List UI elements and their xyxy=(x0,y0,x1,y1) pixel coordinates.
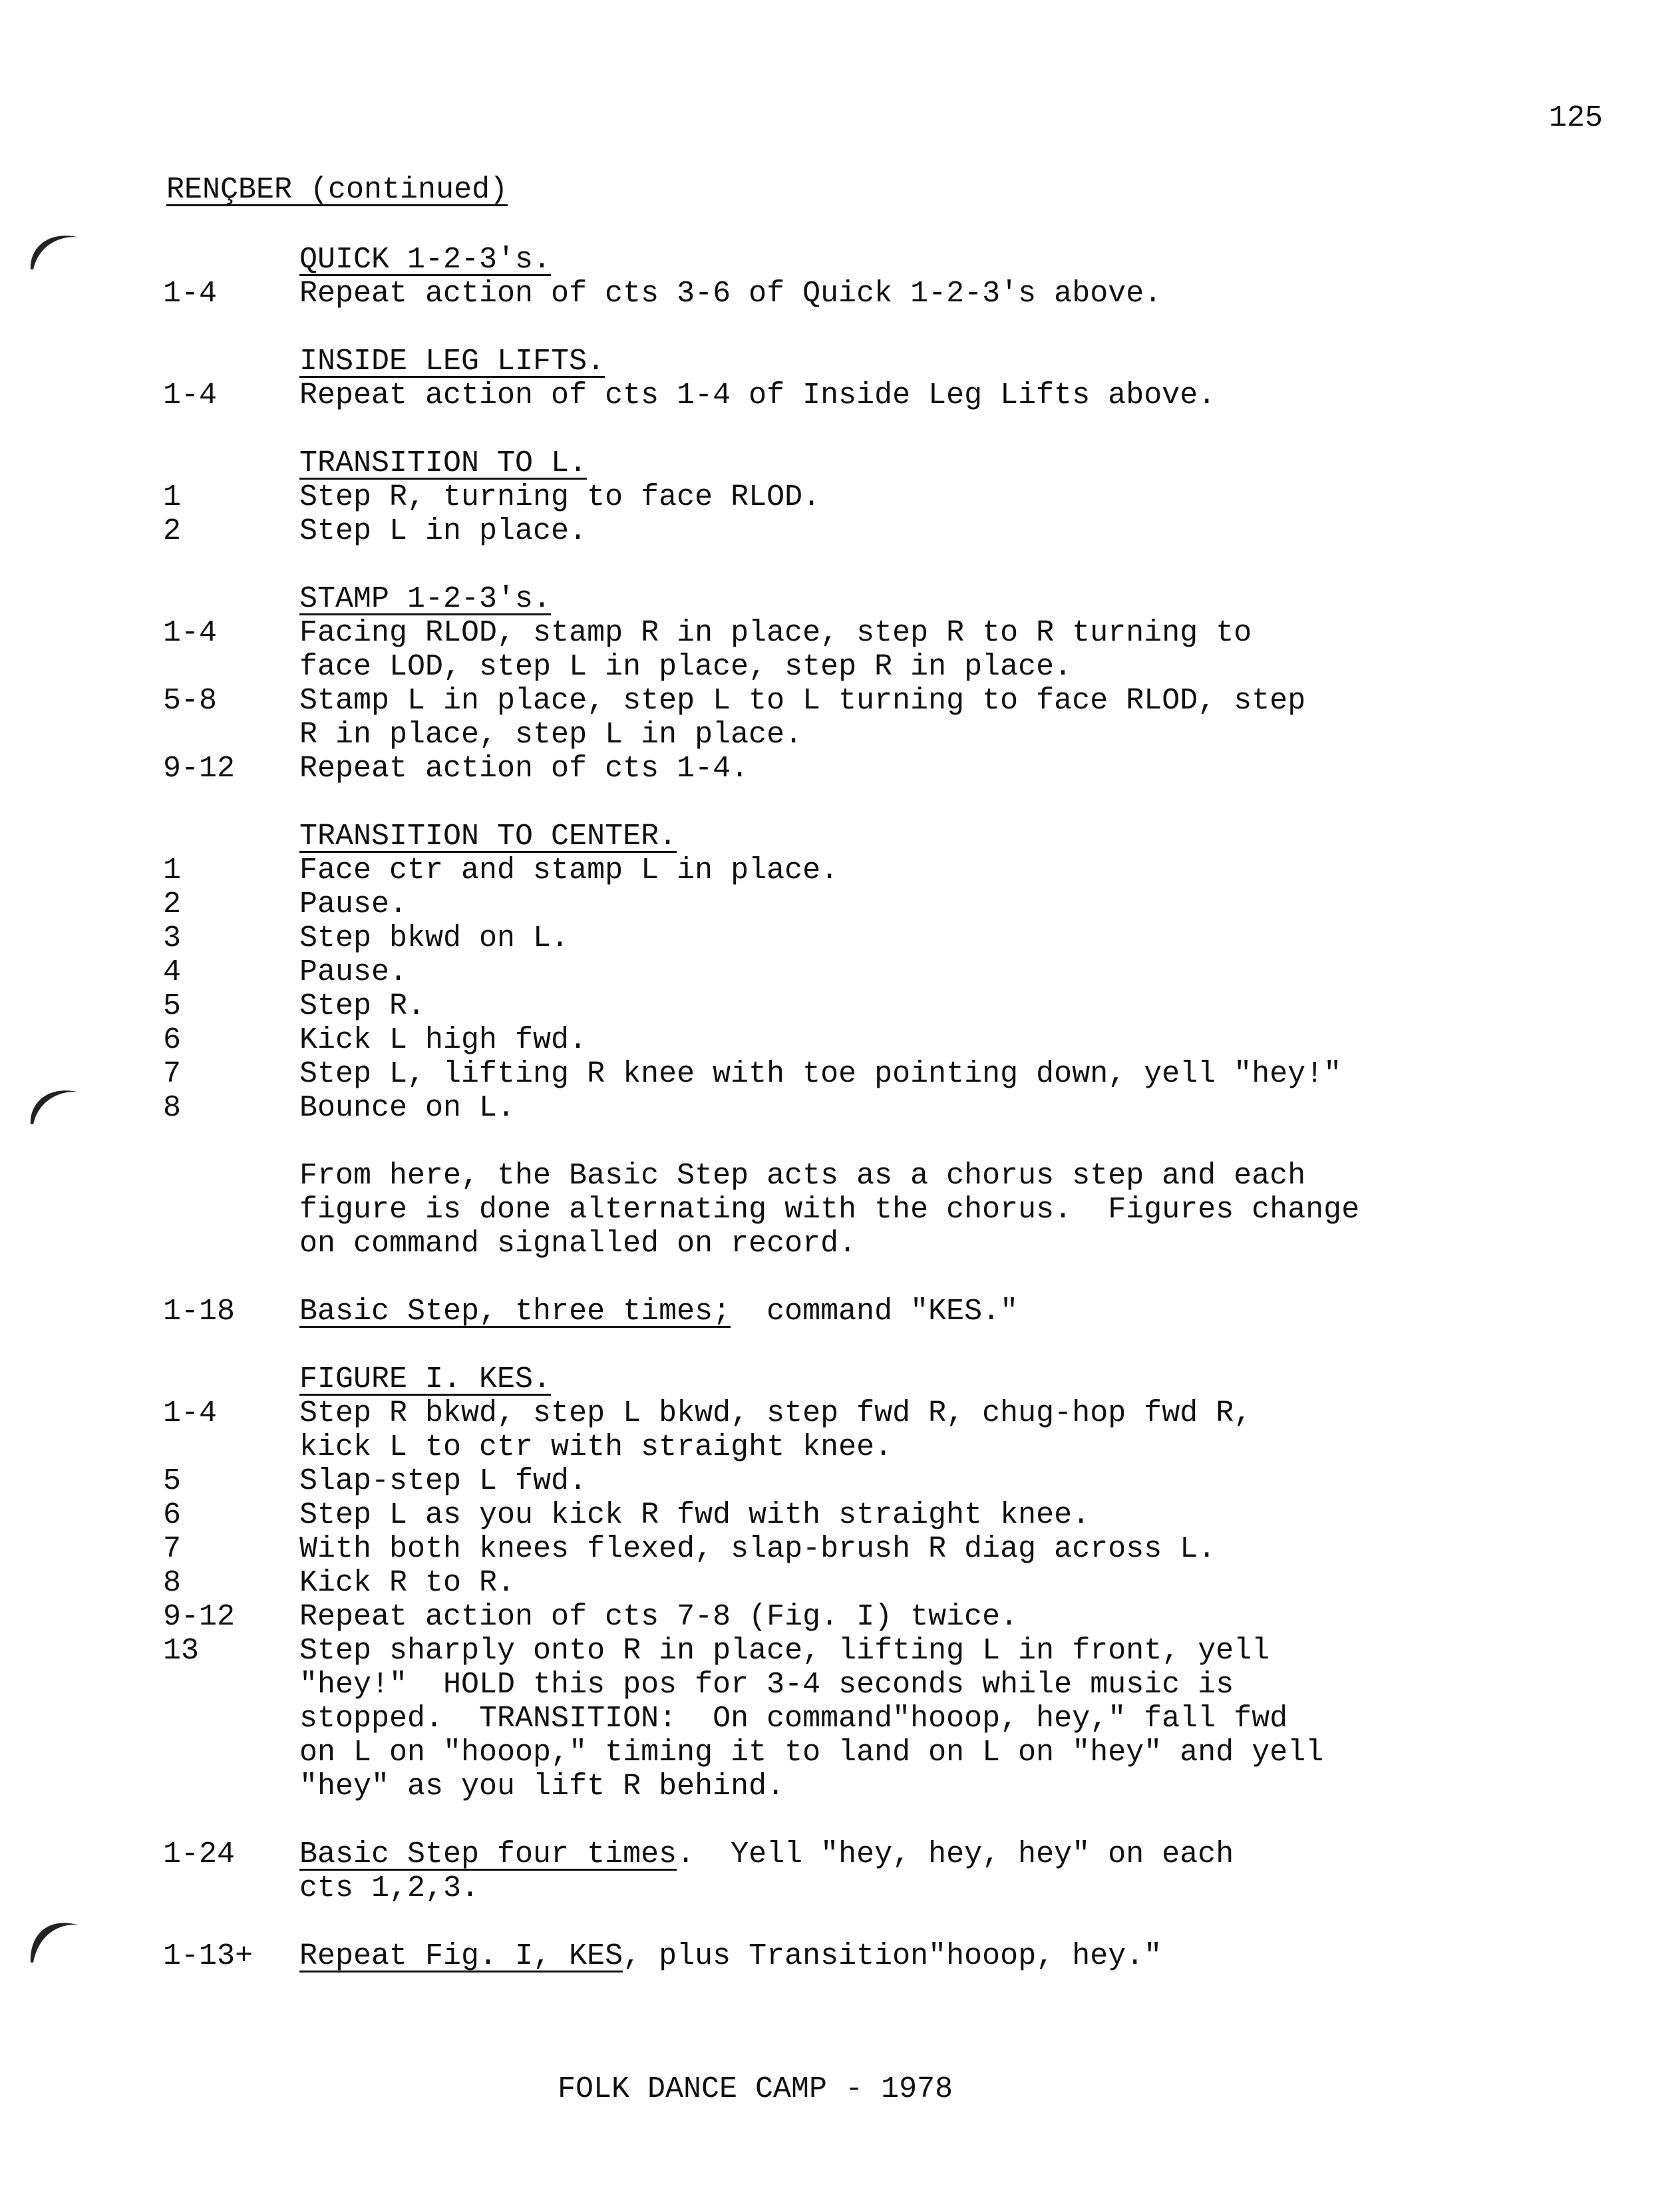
section-heading: TRANSITION TO CENTER. xyxy=(299,820,677,854)
step-counts: 5 xyxy=(163,1464,182,1498)
step-row xyxy=(163,1600,1494,1634)
step-counts: 8 xyxy=(163,1566,182,1600)
step-row xyxy=(163,1057,1494,1091)
section-heading: STAMP 1-2-3's. xyxy=(299,582,552,616)
underlined-step: Basic Step, three times; xyxy=(299,1295,731,1329)
step-text: Step R bkwd, step L bkwd, step fwd R, chug-hop fwd R, kick L to ctr with straight knee. xyxy=(299,1396,1252,1464)
step-text: Stamp L in place, step L to L turning to face RLOD, step R in place, step L in place. xyxy=(299,684,1306,752)
basic-step-four-times xyxy=(163,1837,1494,1905)
step-counts: 1-4 xyxy=(163,277,218,311)
step-row xyxy=(163,921,1494,955)
step-counts: 1-18 xyxy=(163,1295,236,1329)
underlined-step: Repeat Fig. I, KES xyxy=(299,1939,623,1973)
section-transition-to-center xyxy=(163,820,1494,1125)
step-text: Slap-step L fwd. xyxy=(299,1464,588,1498)
step-counts: 8 xyxy=(163,1091,182,1125)
section-quick-123s xyxy=(163,243,1494,311)
step-text: Repeat action of cts 1-4. xyxy=(299,752,749,786)
step-counts: 1-13+ xyxy=(163,1939,253,1973)
step-row xyxy=(163,955,1494,989)
step-text: Repeat action of cts 3-6 of Quick 1-2-3's above. xyxy=(299,277,1162,311)
step-text: Facing RLOD, stamp R in place, step R to R turning to face LOD, step L in place, step R in place. xyxy=(299,616,1252,684)
punch-hole-icon xyxy=(27,1909,86,1969)
step-counts: 1-4 xyxy=(163,616,218,650)
step-text: Bounce on L. xyxy=(299,1091,516,1125)
step-row xyxy=(163,1634,1494,1804)
section-heading: QUICK 1-2-3's. xyxy=(299,243,552,277)
section-stamp-123s xyxy=(163,582,1494,786)
step-text: Pause. xyxy=(299,887,408,921)
step-text: Kick L high fwd. xyxy=(299,1023,588,1057)
step-text: Step R, turning to face RLOD. xyxy=(299,480,821,514)
repeat-figure-1 xyxy=(163,1939,1494,1973)
step-counts: 9-12 xyxy=(163,752,236,786)
section-heading: FIGURE I. KES. xyxy=(299,1362,552,1396)
step-counts: 13 xyxy=(163,1634,200,1668)
step-counts: 1 xyxy=(163,854,182,887)
step-counts: 1-4 xyxy=(163,1396,218,1430)
step-row xyxy=(163,1091,1494,1125)
step-row xyxy=(163,1396,1494,1464)
step-counts: 2 xyxy=(163,514,182,548)
step-row xyxy=(163,514,1494,548)
step-counts: 5 xyxy=(163,989,182,1023)
underlined-step: Basic Step four times xyxy=(299,1837,677,1871)
step-text: Repeat action of cts 7-8 (Fig. I) twice. xyxy=(299,1600,1019,1634)
step-counts: 6 xyxy=(163,1023,182,1057)
step-text: Step bkwd on L. xyxy=(299,921,570,955)
step-text: command "KES." xyxy=(731,1295,1019,1329)
basic-step-three-times xyxy=(163,1295,1494,1329)
step-counts: 9-12 xyxy=(163,1600,236,1634)
step-counts: 5-8 xyxy=(163,684,218,718)
step-counts: 4 xyxy=(163,955,182,989)
step-row xyxy=(163,1498,1494,1532)
chorus-note: From here, the Basic Step acts as a chorus step and each figure is done alternating with the chorus. Figures change on command signalled on record. xyxy=(299,1159,1360,1261)
step-counts: 3 xyxy=(163,921,182,955)
step-text: . Yell "hey, hey, hey" on each cts 1,2,3. xyxy=(299,1837,1234,1905)
dance-instructions xyxy=(163,243,1494,2007)
step-text: Step L in place. xyxy=(299,514,588,548)
step-text: Face ctr and stamp L in place. xyxy=(299,854,839,887)
step-counts: 7 xyxy=(163,1057,182,1091)
section-transition-to-l xyxy=(163,446,1494,548)
step-row xyxy=(163,752,1494,786)
step-text: , plus Transition"hooop, hey." xyxy=(623,1939,1162,1973)
step-text: Step R. xyxy=(299,989,426,1023)
step-row xyxy=(163,854,1494,887)
step-text: Pause. xyxy=(299,955,408,989)
step-text: Step L, lifting R knee with toe pointing down, yell "hey!" xyxy=(299,1057,1342,1091)
step-row xyxy=(163,1023,1494,1057)
step-row xyxy=(163,887,1494,921)
section-heading: TRANSITION TO L. xyxy=(299,446,588,480)
step-text: Repeat action of cts 1-4 of Inside Leg Lifts above. xyxy=(299,379,1216,412)
step-row xyxy=(163,277,1494,311)
step-counts: 1-4 xyxy=(163,379,218,412)
step-row xyxy=(163,989,1494,1023)
section-figure-1-kes xyxy=(163,1362,1494,1804)
step-row xyxy=(163,379,1494,412)
step-counts: 2 xyxy=(163,887,182,921)
step-counts: 1-24 xyxy=(163,1837,236,1871)
step-text: With both knees flexed, slap-brush R diag across L. xyxy=(299,1532,1216,1566)
page-number: 125 xyxy=(1549,101,1603,135)
step-text: Step L as you kick R fwd with straight knee. xyxy=(299,1498,1091,1532)
step-counts: 6 xyxy=(163,1498,182,1532)
step-text: Step sharply onto R in place, lifting L in front, yell "hey!" HOLD this pos for 3-4 seconds while music is stopped. TRANSITION: On command"hooop, hey," fall fwd on L on "hooop," timing it to land on L on "hey" and yell "hey" as you lift R behind. xyxy=(299,1634,1324,1804)
dance-title-header xyxy=(166,173,508,207)
step-row xyxy=(163,684,1494,752)
page-footer: FOLK DANCE CAMP - 1978 xyxy=(558,2072,953,2106)
punch-hole-icon xyxy=(27,223,86,276)
punch-hole-icon xyxy=(27,1078,86,1131)
section-heading: INSIDE LEG LIFTS. xyxy=(299,345,605,379)
step-row xyxy=(163,1464,1494,1498)
step-row xyxy=(163,480,1494,514)
step-row xyxy=(163,1566,1494,1600)
step-row xyxy=(163,616,1494,684)
step-text: Kick R to R. xyxy=(299,1566,516,1600)
dance-title: RENÇBER (continued) xyxy=(166,173,508,207)
step-row xyxy=(163,1532,1494,1566)
step-counts: 1 xyxy=(163,480,182,514)
section-inside-leg-lifts xyxy=(163,345,1494,412)
step-counts: 7 xyxy=(163,1532,182,1566)
